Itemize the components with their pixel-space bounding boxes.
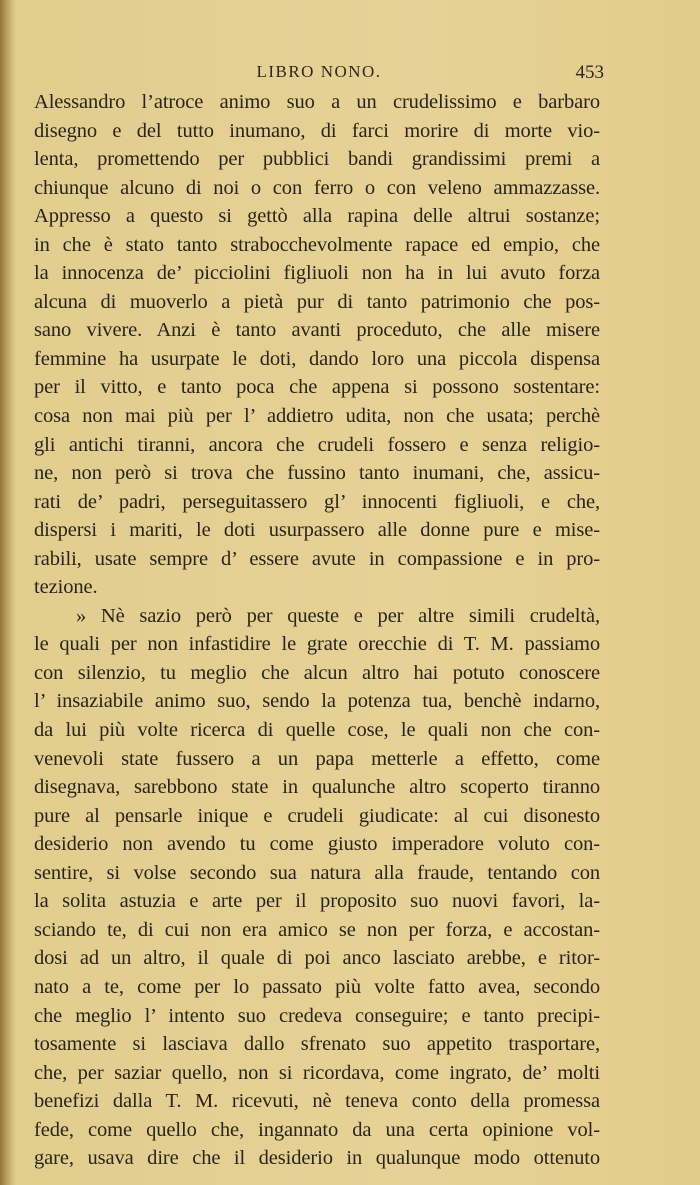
text-line: Appresso a questo si gettò alla rapina delle altrui sostanze;	[34, 205, 600, 228]
text-line: venevoli state fussero a un papa metterle a effetto, come	[34, 747, 600, 770]
text-line: tezione.	[34, 576, 98, 599]
text-line: lenta, promettendo per pubblici bandi grandissimi premi a	[34, 148, 600, 171]
text-line: dosi ad un altro, il quale di poi anco lasciato arebbe, e ritor-	[34, 947, 600, 970]
text-line: disegno e del tutto inumano, di farci morire di morte vio-	[34, 119, 600, 142]
text-line: la solita astuzia e arte per il proposito suo nuovi favori, la-	[34, 890, 600, 913]
text-line: cosa non mai più per l’ addietro udita, non che usata; perchè	[34, 405, 600, 428]
text-line: disegnava, sarebbono state in qualunche altro scoperto tiranno	[34, 776, 600, 799]
text-line: desiderio non avendo tu come giusto imperadore voluto con-	[34, 833, 600, 856]
text-line: con silenzio, tu meglio che alcun altro hai potuto conoscere	[34, 661, 600, 684]
text-line: gare, usava dire che il desiderio in qualunque modo ottenuto	[34, 1147, 600, 1170]
text-line: pure al pensarle inique e crudeli giudicate: al cui disonesto	[34, 804, 600, 827]
page-header	[34, 62, 604, 86]
page-gutter-shadow	[0, 0, 14, 1185]
text-line: chiunque alcuno di noi o con ferro o con veleno ammazzasse.	[34, 176, 600, 199]
text-line: sciando te, di cui non era amico se non per forza, e accostan-	[34, 918, 600, 941]
text-line: in che è stato tanto strabocchevolmente rapace ed empio, che	[34, 233, 600, 256]
text-line: ne, non però si trova che fussino tanto inumani, che, assicu-	[34, 462, 600, 485]
text-line: sano vivere. Anzi è tanto avanti proceduto, che alle misere	[34, 319, 600, 342]
text-line: che meglio l’ intento suo credeva conseguire; e tanto precipi-	[34, 1004, 600, 1027]
text-line: le quali per non infastidire le grate orecchie di T. M. passiamo	[34, 633, 600, 656]
text-line: benefizi dalla T. M. ricevuti, nè teneva conto della promessa	[34, 1090, 600, 1113]
text-line: gli antichi tiranni, ancora che crudeli fossero e senza religio-	[34, 433, 600, 456]
text-line: tosamente si lasciava dallo sfrenato suo appetito trasportare,	[34, 1033, 600, 1056]
text-line: nato a te, come per lo passato più volte fatto avea, secondo	[34, 975, 600, 998]
text-line: che, per saziar quello, non si ricordava, come ingrato, de’ molti	[34, 1061, 600, 1084]
text-line: Alessandro l’atroce animo suo a un crudelissimo e barbaro	[34, 91, 600, 113]
text-line: fede, come quello che, ingannato da una certa opinione vol-	[34, 1118, 600, 1141]
text-line: femmine ha usurpate le doti, dando loro una piccola dispensa	[34, 347, 600, 370]
text-line: dispersi i mariti, le doti usurpassero alle donne pure e mise-	[34, 519, 600, 542]
page-number: 453	[575, 62, 604, 83]
text-line: da lui più volte ricerca di quelle cose, le quali non che con-	[34, 719, 600, 742]
body-text	[34, 88, 600, 1173]
text-line: rati de’ padri, perseguitassero gl’ innocenti figliuoli, e che,	[34, 490, 600, 513]
text-line: » Nè sazio però per queste e per altre simili crudeltà,	[76, 604, 600, 627]
text-line: alcuna di muoverlo a pietà pur di tanto patrimonio che pos-	[34, 290, 600, 313]
text-line: la innocenza de’ picciolini figliuoli non ha in lui avuto forza	[34, 262, 600, 285]
text-line: rabili, usate sempre d’ essere avute in compassione e in pro-	[34, 547, 600, 570]
text-line: sentire, si volse secondo sua natura alla fraude, tentando con	[34, 861, 600, 884]
text-line: per il vitto, e tanto poca che appena si possono sostentare:	[34, 376, 600, 399]
running-head: LIBRO NONO.	[256, 62, 382, 81]
text-line: l’ insaziabile animo suo, sendo la potenza tua, benchè indarno,	[34, 690, 600, 713]
